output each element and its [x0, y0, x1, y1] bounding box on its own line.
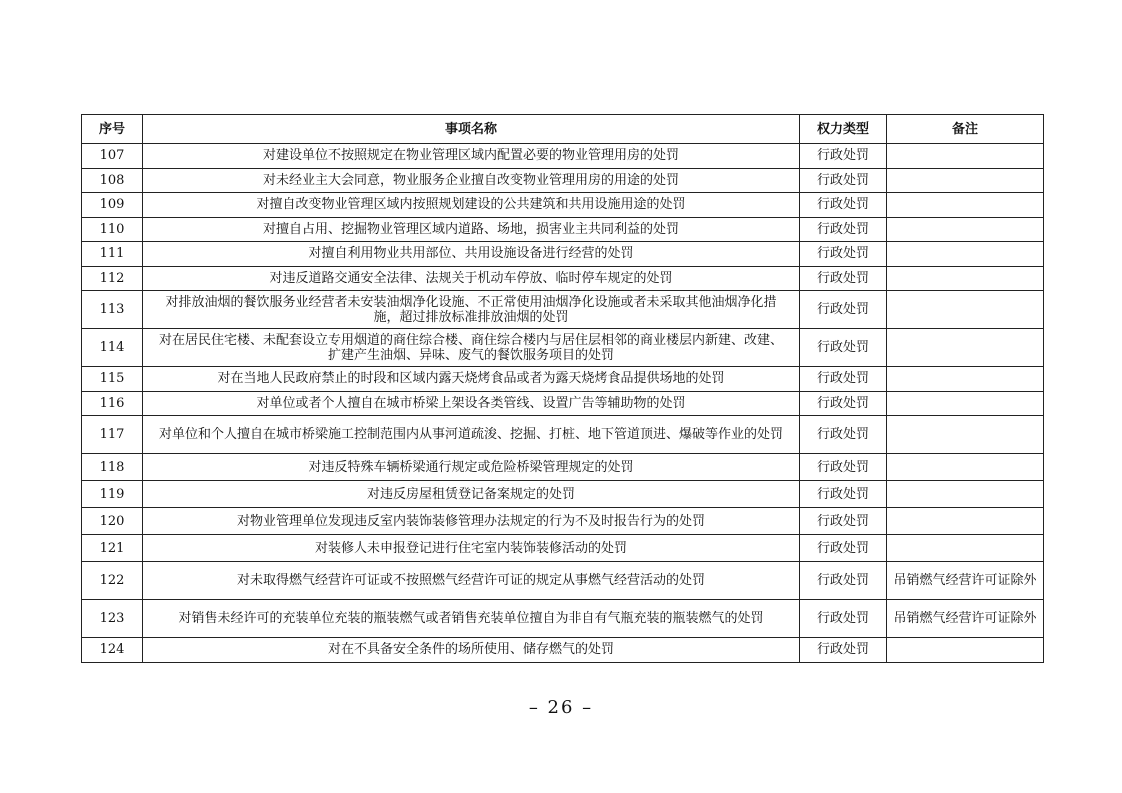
row-name: 对单位和个人擅自在城市桥梁施工控制范围内从事河道疏浚、挖掘、打桩、地下管道顶进、爆破等作业的处罚 — [143, 416, 800, 454]
row-index: 124 — [82, 638, 143, 663]
row-index: 113 — [82, 291, 143, 329]
row-note — [887, 508, 1044, 535]
table-row — [82, 144, 1044, 169]
header-name: 事项名称 — [143, 115, 800, 144]
row-note — [887, 416, 1044, 454]
row-type: 行政处罚 — [800, 391, 887, 416]
row-index: 108 — [82, 168, 143, 193]
row-note — [887, 266, 1044, 291]
row-type: 行政处罚 — [800, 217, 887, 242]
row-index: 107 — [82, 144, 143, 169]
row-note — [887, 391, 1044, 416]
row-index: 123 — [82, 600, 143, 638]
table-row — [82, 367, 1044, 392]
row-index: 115 — [82, 367, 143, 392]
row-type: 行政处罚 — [800, 367, 887, 392]
row-index: 119 — [82, 481, 143, 508]
row-type: 行政处罚 — [800, 600, 887, 638]
row-type: 行政处罚 — [800, 535, 887, 562]
row-name: 对在居民住宅楼、未配套设立专用烟道的商住综合楼、商住综合楼内与居住层相邻的商业楼层内新建、改建、扩建产生油烟、异味、废气的餐饮服务项目的处罚 — [143, 329, 800, 367]
powers-table — [81, 114, 1044, 663]
row-index: 111 — [82, 242, 143, 267]
row-name: 对单位或者个人擅自在城市桥梁上架设各类管线、设置广告等辅助物的处罚 — [143, 391, 800, 416]
row-note — [887, 535, 1044, 562]
row-type: 行政处罚 — [800, 242, 887, 267]
row-type: 行政处罚 — [800, 481, 887, 508]
row-index: 112 — [82, 266, 143, 291]
header-index: 序号 — [82, 115, 143, 144]
table-row — [82, 291, 1044, 329]
row-index: 109 — [82, 193, 143, 218]
row-name: 对违反特殊车辆桥梁通行规定或危险桥梁管理规定的处罚 — [143, 454, 800, 481]
row-type: 行政处罚 — [800, 416, 887, 454]
row-note — [887, 481, 1044, 508]
row-index: 116 — [82, 391, 143, 416]
row-name: 对物业管理单位发现违反室内装饰装修管理办法规定的行为不及时报告行为的处罚 — [143, 508, 800, 535]
table-row — [82, 168, 1044, 193]
row-type: 行政处罚 — [800, 508, 887, 535]
table-row — [82, 217, 1044, 242]
row-name: 对未经业主大会同意，物业服务企业擅自改变物业管理用房的用途的处罚 — [143, 168, 800, 193]
table-row — [82, 454, 1044, 481]
table-row — [82, 266, 1044, 291]
row-note — [887, 193, 1044, 218]
header-type: 权力类型 — [800, 115, 887, 144]
row-note — [887, 454, 1044, 481]
row-note — [887, 168, 1044, 193]
row-note: 吊销燃气经营许可证除外 — [887, 562, 1044, 600]
table-row — [82, 535, 1044, 562]
page-number: – 26 – — [528, 697, 594, 718]
row-type: 行政处罚 — [800, 638, 887, 663]
table-row — [82, 193, 1044, 218]
row-name: 对销售未经许可的充装单位充装的瓶装燃气或者销售充装单位擅自为非自有气瓶充装的瓶装燃气的处罚 — [143, 600, 800, 638]
row-note — [887, 638, 1044, 663]
row-index: 114 — [82, 329, 143, 367]
row-index: 122 — [82, 562, 143, 600]
row-name: 对违反道路交通安全法律、法规关于机动车停放、临时停车规定的处罚 — [143, 266, 800, 291]
table-row — [82, 508, 1044, 535]
row-name: 对违反房屋租赁登记备案规定的处罚 — [143, 481, 800, 508]
table-row — [82, 391, 1044, 416]
row-type: 行政处罚 — [800, 168, 887, 193]
row-note — [887, 367, 1044, 392]
row-note — [887, 291, 1044, 329]
row-index: 117 — [82, 416, 143, 454]
row-name: 对在不具备安全条件的场所使用、储存燃气的处罚 — [143, 638, 800, 663]
row-index: 118 — [82, 454, 143, 481]
row-name: 对擅自改变物业管理区域内按照规划建设的公共建筑和共用设施用途的处罚 — [143, 193, 800, 218]
row-type: 行政处罚 — [800, 291, 887, 329]
row-name: 对在当地人民政府禁止的时段和区域内露天烧烤食品或者为露天烧烤食品提供场地的处罚 — [143, 367, 800, 392]
row-name: 对装修人未申报登记进行住宅室内装饰装修活动的处罚 — [143, 535, 800, 562]
table-row — [82, 416, 1044, 454]
header-note: 备注 — [887, 115, 1044, 144]
row-index: 121 — [82, 535, 143, 562]
row-type: 行政处罚 — [800, 329, 887, 367]
row-name: 对排放油烟的餐饮服务业经营者未安装油烟净化设施、不正常使用油烟净化设施或者未采取其他油烟净化措施，超过排放标准排放油烟的处罚 — [143, 291, 800, 329]
row-index: 120 — [82, 508, 143, 535]
row-note — [887, 329, 1044, 367]
table-row — [82, 242, 1044, 267]
row-note — [887, 242, 1044, 267]
table-row — [82, 329, 1044, 367]
row-name: 对未取得燃气经营许可证或不按照燃气经营许可证的规定从事燃气经营活动的处罚 — [143, 562, 800, 600]
table-header-row — [82, 115, 1044, 144]
row-type: 行政处罚 — [800, 266, 887, 291]
row-index: 110 — [82, 217, 143, 242]
row-note: 吊销燃气经营许可证除外 — [887, 600, 1044, 638]
row-name: 对擅自占用、挖掘物业管理区域内道路、场地，损害业主共同利益的处罚 — [143, 217, 800, 242]
row-name: 对擅自利用物业共用部位、共用设施设备进行经营的处罚 — [143, 242, 800, 267]
row-note — [887, 217, 1044, 242]
table-row — [82, 481, 1044, 508]
row-type: 行政处罚 — [800, 562, 887, 600]
row-name: 对建设单位不按照规定在物业管理区域内配置必要的物业管理用房的处罚 — [143, 144, 800, 169]
row-type: 行政处罚 — [800, 454, 887, 481]
row-type: 行政处罚 — [800, 193, 887, 218]
table-row — [82, 600, 1044, 638]
table-row — [82, 562, 1044, 600]
table-row — [82, 638, 1044, 663]
row-note — [887, 144, 1044, 169]
row-type: 行政处罚 — [800, 144, 887, 169]
